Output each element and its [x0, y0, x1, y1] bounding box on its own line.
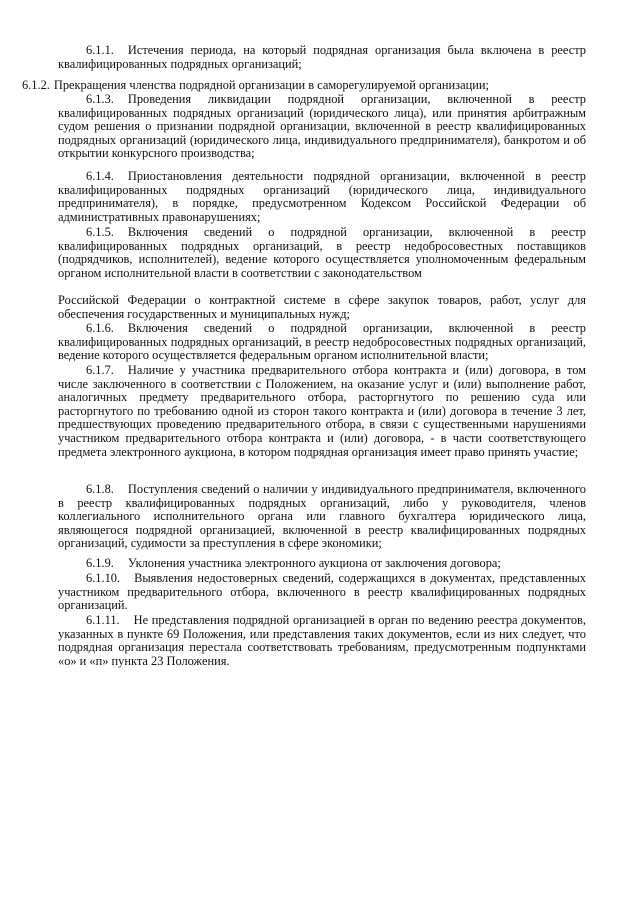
list-item	[58, 557, 586, 571]
list-item	[58, 364, 586, 459]
item-text: Поступления сведений о наличии у индивидуального предпринимателя, включенного в реестр квалифицированных подрядных организаций, либо у руководителя, членов коллегиального исполнительного органа или главного бухгалтера юридического лица, являющегося подрядной организацией, включенной в реестр квалифицированных подрядных организаций, судимости за преступления в сфере экономики;	[58, 482, 586, 551]
list-item	[58, 170, 586, 224]
item-text: Приостановления деятельности подрядной организации, включенной в реестр квалифицированных подрядных организаций (юридического лица, индивидуального предпринимателя), в порядке, предусмотренном Кодексом Российской Федерации об административных правонарушениях;	[58, 169, 586, 224]
list-item-continuation	[58, 294, 586, 321]
item-text: Выявления недостоверных сведений, содержащихся в документах, представленных участником предварительного отбора, включенного в реестр квалифицированных подрядных организаций.	[58, 571, 586, 613]
list-item	[58, 483, 586, 551]
item-number: 6.1.7.	[86, 363, 114, 377]
list-item	[58, 614, 586, 668]
item-text: Включения сведений о подрядной организации, включенной в реестр квалифицированных подрядных организаций, в реестр недобросовестных поставщиков (подрядчиков, исполнителей), ведение которого осуществляется уполномоченным федеральным органом исполнительной власти в соответствии с законодательством	[58, 225, 586, 280]
item-text: Включения сведений о подрядной организации, включенной в реестр квалифицированных подрядных организаций, в реестр недобросовестных подрядных организаций, ведение которого осуществляется федеральным органом исполнительной власти;	[58, 321, 586, 363]
item-number: 6.1.5.	[86, 225, 114, 239]
item-number: 6.1.9.	[86, 556, 114, 570]
list-item	[58, 226, 586, 280]
item-text: Наличие у участника предварительного отбора контракта и (или) договора, в том числе заключенного в соответствии с Положением, на оказание услуг и (или) выполнение работ, аналогичных предмету предварительного отбора, расторгнутого по решению суда или расторгнутого по требованию одной из сторон такого контракта и (или) договора в течение 3 лет, предшествующих проведению предварительного отбора, в связи с существенными нарушениями участником предварительного отбора контракта и (или) договора, - в части соответствующего предмета электронного аукциона, в котором подрядная организация имеет право принять участие;	[58, 363, 586, 459]
list-item	[22, 79, 588, 93]
item-text: Истечения периода, на который подрядная организация была включена в реестр квалифицированных подрядных организаций;	[58, 43, 586, 71]
item-text: Прекращения членства подрядной организации в саморегулируемой организации;	[53, 78, 489, 92]
item-text: Проведения ликвидации подрядной организации, включенной в реестр квалифицированных подрядных организаций (юридического лица), или принятия арбитражным судом решения о признании подрядной организации, включенной в реестр квалифицированных подрядных организаций (юридического лица, индивидуального предпринимателя), банкротом и об открытии конкурсного производства;	[58, 92, 586, 161]
item-text: Российской Федерации о контрактной системе в сфере закупок товаров, работ, услуг для обеспечения государственных и муниципальных нужд;	[58, 293, 586, 321]
item-number: 6.1.4.	[86, 169, 114, 183]
list-item	[58, 44, 586, 71]
list-item	[58, 322, 586, 363]
item-number: 6.1.11.	[86, 613, 120, 627]
item-number: 6.1.6.	[86, 321, 114, 335]
item-text: Уклонения участника электронного аукциона от заключения договора;	[127, 556, 501, 570]
item-number: 6.1.1.	[86, 43, 114, 57]
item-number: 6.1.8.	[86, 482, 114, 496]
item-number: 6.1.10.	[86, 571, 121, 585]
item-number: 6.1.2.	[22, 78, 50, 92]
list-item	[58, 572, 586, 613]
list-item	[58, 93, 586, 161]
item-text: Не представления подрядной организацией в орган по ведению реестра документов, указанных в пункте 69 Положения, или представления таких документов, если из них следует, что подрядная организация перестала соответствовать требованиям, предусмотренным подпунктами «о» и «п» пункта 23 Положения.	[58, 613, 586, 668]
item-number: 6.1.3.	[86, 92, 114, 106]
